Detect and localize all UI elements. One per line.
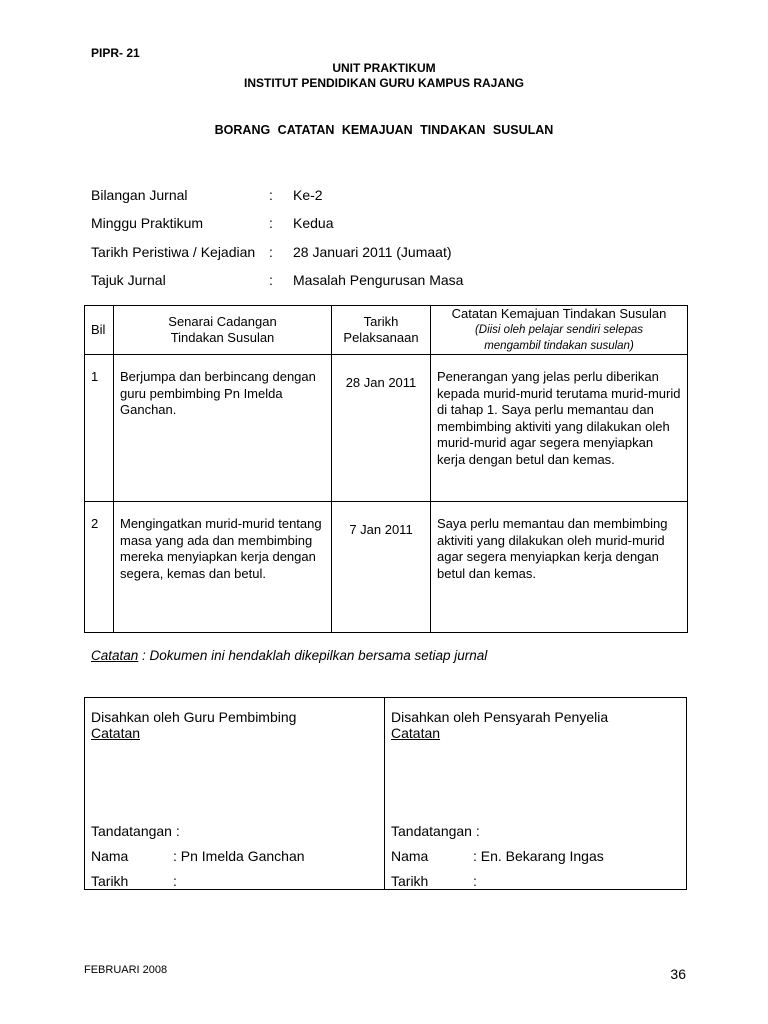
name-value: : Pn Imelda Ganchan [173,848,305,864]
header-catatan [431,306,688,355]
note-text: : Dokumen ini hendaklah dikepilkan bersama setiap jurnal [138,648,488,663]
date-value: : [173,873,177,889]
form-title: BORANG CATATAN KEMAJUAN TINDAKAN SUSULAN [214,123,554,137]
name-label: Nama [391,848,429,864]
approval-title: Disahkan oleh Pensyarah Penyelia [391,709,609,725]
info-colon: : [269,215,273,231]
header-senarai-line2: Tindakan Susulan [170,330,275,345]
header-senarai [114,306,332,355]
header-catatan-line1: Catatan Kemajuan Tindakan Susulan [451,306,667,321]
table-row [85,355,688,502]
follow-up-table [84,305,688,633]
header-senarai-line1: Senarai Cadangan [168,314,277,329]
header-bil: Bil [85,306,114,355]
unit-header: UNIT PRAKTIKUM [332,61,436,75]
row-catatan: Penerangan yang jelas perlu diberikan kepada murid-murid terutama murid-murid di tahap 1. Saya perlu memantau dan membimbing aktiviti yang dilakukan oleh murid-murid agar segera menyiapkan kerja dengan betul dan kemas. [437,369,681,467]
date-value: : [473,873,477,889]
info-value: Kedua [293,215,334,231]
table-header-row [85,306,688,355]
document-note [91,648,487,663]
name-label: Nama [91,848,129,864]
signature-label: Tandatangan : [91,823,180,839]
page-number: 36 [670,966,686,982]
info-value: 28 Januari 2011 (Jumaat) [293,244,452,260]
row-senarai: Berjumpa dan berbincang dengan guru pembimbing Pn Imelda Ganchan. [120,369,316,417]
approval-divider [384,698,385,889]
info-colon: : [269,272,273,288]
date-label: Tarikh [391,873,429,889]
header-catatan-note1: (Diisi oleh pelajar sendiri selepas [474,324,644,336]
info-label: Tajuk Jurnal [91,272,166,288]
row-bil: 1 [91,369,99,384]
header-tarikh [332,306,431,355]
info-label: Minggu Praktikum [91,215,204,231]
header-catatan-note2: mengambil tindakan susulan) [484,340,634,352]
document-code: PIPR- 21 [91,46,140,60]
signature-label: Tandatangan : [391,823,480,839]
info-value: Masalah Pengurusan Masa [293,272,464,288]
info-colon: : [269,244,273,260]
info-colon: : [269,187,273,203]
row-tarikh: 7 Jan 2011 [349,522,413,537]
name-value: : En. Bekarang Ingas [473,848,604,864]
approval-box [84,697,687,890]
note-label: Catatan [91,648,139,663]
approval-title: Disahkan oleh Guru Pembimbing [91,709,297,725]
row-tarikh: 28 Jan 2011 [345,375,417,390]
approval-note-label: Catatan [91,725,141,741]
row-catatan: Saya perlu memantau dan membimbing aktiviti yang dilakukan oleh murid-murid agar segera menyiapkan kerja dengan betul dan kemas. [437,516,668,581]
header-tarikh-line2: Pelaksanaan [343,330,419,345]
footer-date: FEBRUARI 2008 [84,964,168,976]
approval-supervisor [391,698,681,889]
row-bil: 2 [91,516,99,531]
date-label: Tarikh [91,873,129,889]
header-tarikh-line1: Tarikh [363,314,399,329]
institute-header: INSTITUT PENDIDIKAN GURU KAMPUS RAJANG [243,76,524,90]
table-row [85,502,688,633]
row-senarai: Mengingatkan murid-murid tentang masa yang ada dan membimbing mereka menyiapkan kerja dengan segera, kemas dan betul. [120,516,322,581]
approval-teacher [91,698,381,889]
info-value: Ke-2 [293,187,323,203]
info-label: Tarikh Peristiwa / Kejadian [91,244,256,260]
approval-note-label: Catatan [391,725,441,741]
info-label: Bilangan Jurnal [91,187,188,203]
